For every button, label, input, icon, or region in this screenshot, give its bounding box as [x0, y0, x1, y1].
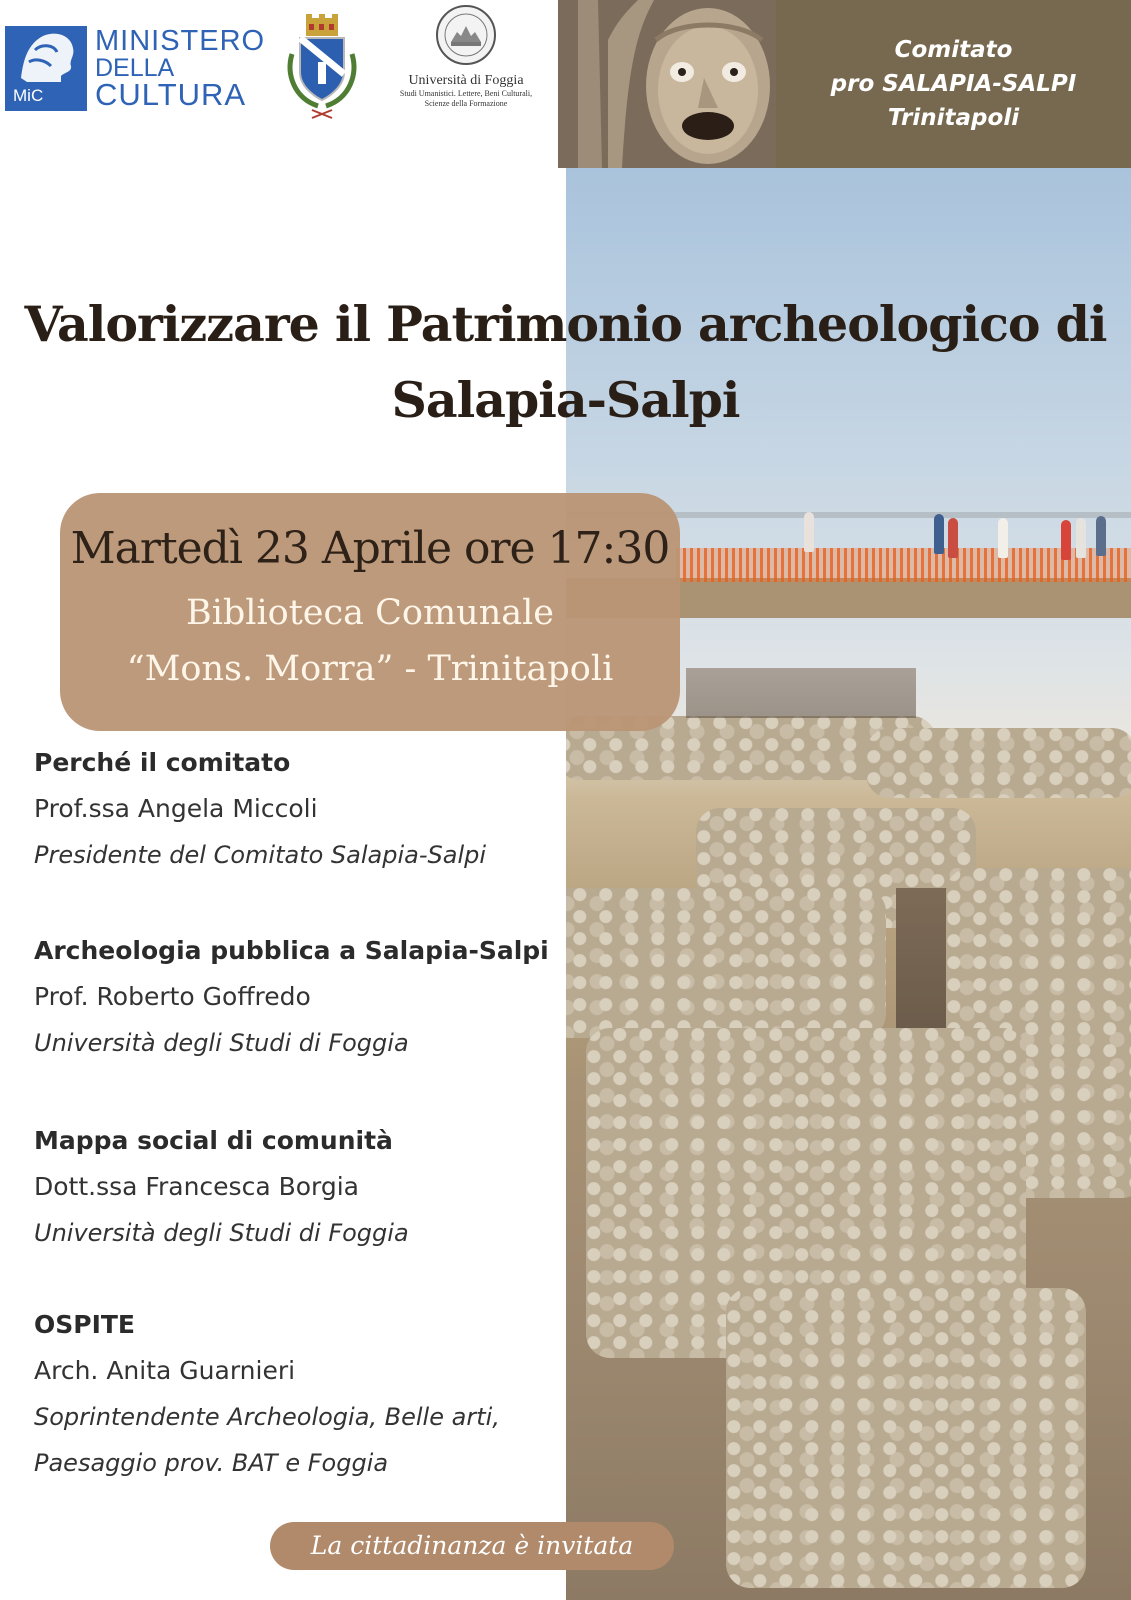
program-role: Soprintendente Archeologia, Belle arti,: [34, 1403, 500, 1431]
program-topic: Mappa social di comunità: [34, 1126, 393, 1155]
visitor-figure: [1096, 516, 1106, 556]
program-topic: Perché il comitato: [34, 748, 291, 777]
committee-line-1: Comitato: [894, 37, 1013, 63]
program-speaker: Dott.ssa Francesca Borgia: [34, 1172, 359, 1201]
program-speaker: Prof. Roberto Goffredo: [34, 982, 311, 1011]
trench-shadow: [686, 668, 916, 718]
committee-panel: [776, 0, 1131, 168]
program-role: Università degli Studi di Foggia: [34, 1029, 409, 1057]
visitor-figure: [804, 512, 814, 552]
mic-line-cultura: CULTURA: [95, 77, 247, 112]
visitor-figure: [998, 518, 1008, 558]
visitor-figure: [948, 518, 958, 558]
committee-line-2: pro SALAPIA-SALPI: [830, 71, 1077, 97]
program-topic: OSPITE: [34, 1310, 136, 1339]
poster-title: [0, 286, 1131, 438]
ruin-wall: [566, 888, 886, 1038]
program-item: [34, 740, 564, 878]
committee-line-3: Trinitapoli: [887, 105, 1020, 131]
event-venue-line-2: “Mons. Morra” - Trinitapoli: [126, 649, 614, 689]
ruin-wall: [866, 728, 1131, 798]
profile-head-icon: [5, 26, 87, 84]
university-name: Università di Foggia: [408, 73, 524, 88]
program-role: Paesaggio prov. BAT e Foggia: [34, 1449, 389, 1477]
ruin-wall: [726, 1288, 1086, 1588]
event-info-box: [60, 493, 680, 731]
university-dept-line1: Studi Umanistici. Lettere, Beni Culturali,: [399, 89, 533, 98]
title-line-1: Valorizzare il Patrimonio archeologico di: [24, 295, 1107, 353]
program-item: [34, 928, 564, 1066]
visitor-figure: [934, 514, 944, 554]
university-dept-line2: Scienze della Formazione: [424, 99, 508, 108]
visitor-figure: [1061, 520, 1071, 560]
stone-mask-icon: [558, 0, 776, 168]
invitation-banner: La cittadinanza è invitata: [270, 1522, 674, 1570]
program-role: Università degli Studi di Foggia: [34, 1219, 409, 1247]
program-item: [34, 1118, 564, 1256]
mic-line-ministero: MINISTERO: [95, 25, 266, 57]
theatre-mask-relief: [558, 0, 776, 168]
title-line-2: Salapia-Salpi: [391, 371, 740, 429]
municipal-coat-of-arms-icon: [282, 14, 362, 124]
visitor-figure: [1076, 518, 1086, 558]
event-venue-line-1: Biblioteca Comunale: [185, 593, 555, 633]
program-role: Presidente del Comitato Salapia-Salpi: [34, 841, 487, 869]
university-foggia-logo: [378, 4, 554, 122]
mic-acronym: MiC: [13, 86, 44, 105]
event-datetime: Martedì 23 Aprile ore 17:30: [70, 523, 670, 574]
program-speaker: Arch. Anita Guarnieri: [34, 1356, 296, 1385]
program-speaker: Prof.ssa Angela Miccoli: [34, 794, 318, 823]
mic-line-della: DELLA: [95, 54, 175, 82]
university-seal-icon: [435, 4, 497, 66]
program-topic: Archeologia pubblica a Salapia-Salpi: [34, 936, 549, 965]
mic-logo-mark: [5, 26, 87, 111]
program-item: [34, 1302, 564, 1486]
